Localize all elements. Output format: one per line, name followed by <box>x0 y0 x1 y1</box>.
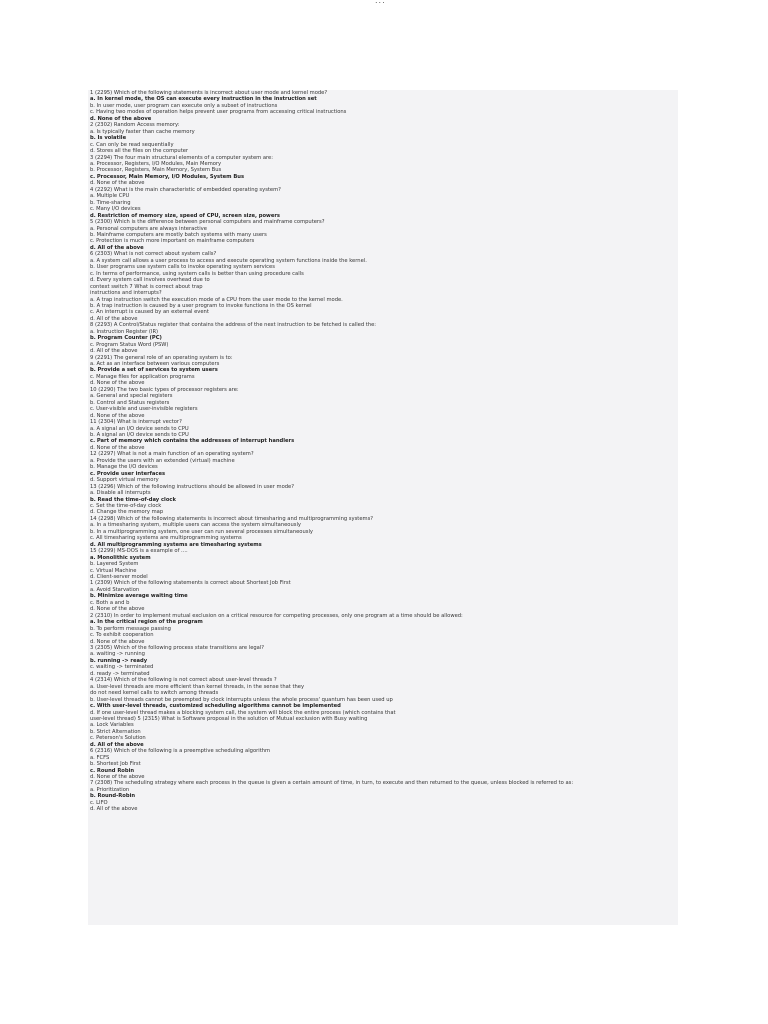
answer-option-line: b. Is volatile <box>90 135 127 142</box>
answer-option-line: d. None of the above <box>90 638 145 645</box>
question-line: 4 (2314) Which of the following is not correct about user-level threads ? <box>90 677 277 684</box>
answer-option-line: b. Mainframe computers are mostly batch systems with many users <box>90 231 267 238</box>
answer-option-line: a. General and special registers <box>90 393 173 400</box>
question-line: 2 (2302) Random Access memory: <box>90 122 180 129</box>
answer-option-line: c. To exhibit cooperation <box>90 632 154 639</box>
answer-option-line: b. User-level threads cannot be preempted by clock interrupts unless the whole process' quantum has been used up <box>90 696 393 703</box>
answer-option-line: c. Part of memory which contains the addresses of interrupt handlers <box>90 438 295 445</box>
answer-option-line: a. Monolithic system <box>90 554 151 561</box>
answer-option-line: d. All of the above <box>90 348 138 355</box>
answer-option-line: b. Program Counter (PC) <box>90 335 162 342</box>
answer-option-line: c. In terms of performance, using system calls is better than using procedure calls <box>90 270 304 277</box>
answer-option-line: a. User-level threads are more efficient than kernel threads, in the sense that they <box>90 683 305 690</box>
answer-option-line: d. All of the above <box>90 244 144 251</box>
answer-option-line: c. All timesharing systems are multiprogramming systems <box>90 535 242 542</box>
answer-option-line: c. Round Robin <box>90 767 135 774</box>
answer-option-line: d. All of the above <box>90 806 138 813</box>
answer-option-line: d. Change the memory map <box>90 509 164 516</box>
answer-option-line: a. Personal computers are always interactive <box>90 225 207 232</box>
question-line: 6 (2303) What is not correct about system calls? <box>90 251 217 258</box>
question-line: 8 (2293) A Control/Status register that contains the address of the next instruction to be fetched is called the: <box>90 322 377 329</box>
answer-option-line: b. Provide a set of services to system users <box>90 367 218 374</box>
answer-option-line: a. Prioritization <box>90 786 130 793</box>
answer-option-line: c. Virtual Machine <box>90 567 137 574</box>
answer-option-line: b. Minimize average waiting time <box>90 593 188 600</box>
answer-option-line: a. Disable all interrupts <box>90 490 151 497</box>
question-line: 3 (2305) Which of the following process state transitions are legal? <box>90 644 265 651</box>
answer-option-line: a. Multiple CPU <box>90 193 130 200</box>
answer-option-line: c. Protection is much more important on mainframe computers <box>90 238 255 245</box>
answer-option-line: c. User-visible and user-invisible registers <box>90 406 198 413</box>
answer-option-line: c. Manage files for application programs <box>90 373 195 380</box>
answer-option-line: d. None of the above <box>90 380 145 387</box>
question-line: 7 (2308) The scheduling strategy where each process in the queue is given a certain amount of time, in turn, to execute and then returned to the queue, unless blocked is referred to as: <box>90 780 574 787</box>
answer-option-line: b. Time-sharing <box>90 199 131 206</box>
answer-option-line: d. None of the above <box>90 115 152 122</box>
answer-option-line: c. Having two modes of operation helps prevent user programs from accessing critical instructions <box>90 109 347 116</box>
answer-option-line: b. Strict Alternation <box>90 728 141 735</box>
answer-option-line: c. Set the time-of-day clock <box>90 503 162 509</box>
answer-option-line: d. Stores all the files on the computer <box>90 148 189 155</box>
answer-option-line: b. A trap instruction is caused by a user program to invoke functions in the OS kernel <box>90 302 312 309</box>
answer-option-line: a. Avoid Starvation <box>90 586 140 593</box>
answer-option-line: instructions and interrupts? <box>90 290 162 297</box>
question-line: 6 (2316) Which of the following is a preemptive scheduling algorithm <box>90 748 271 755</box>
answer-option-line: b. Layered System <box>90 561 139 568</box>
answer-option-line: c. LIFO <box>90 799 108 806</box>
answer-option-line: c. Peterson's Solution <box>90 735 146 742</box>
answer-option-line: a. Act as an interface between various computers <box>90 361 220 368</box>
answer-option-line: a. In the critical region of the program <box>90 619 203 626</box>
answer-option-line: d. Every system call involves overhead due to <box>90 277 210 284</box>
answer-option-line: a. Is typically faster than cache memory <box>90 128 195 135</box>
answer-option-line: a. A signal an I/O device sends to CPU <box>90 425 189 432</box>
answer-option-line: d. If one user-level thread makes a blocking system call, the system will block the entire process (which contains that <box>90 709 396 716</box>
answer-option-line: c. With user-level threads, customized scheduling algorithms cannot be implemented <box>90 703 341 710</box>
question-line: 9 (2291) The general role of an operating system is to: <box>90 354 233 361</box>
answer-option-line: b. Control and Status registers <box>90 399 170 406</box>
answer-option-line: b. A signal an I/O device sends to CPU <box>90 432 189 439</box>
answer-option-line: b. running -> ready <box>90 657 148 664</box>
answer-option-line: a. In kernel mode, the OS can execute every instruction in the instruction set <box>90 96 317 103</box>
answer-option-line: b. Read the time-of-day clock <box>90 496 176 503</box>
question-line: 11 (2304) What is interrupt vector? <box>90 419 182 426</box>
answer-option-line: d. All of the above <box>90 315 138 322</box>
answer-option-line: b. In a multiprogramming system, one user can run several processes simultaneously <box>90 528 313 535</box>
answer-option-line: a. Lock Variables <box>90 722 134 729</box>
answer-option-line: context switch 7 What is correct about trap <box>90 283 203 290</box>
question-line: 15 (2299) MS-DOS is a example of .... <box>90 548 188 555</box>
answer-option-line: d. Restriction of memory size, speed of CPU, screen size, powers <box>90 212 280 219</box>
question-line: 4 (2292) What is the main characteristic of embedded operating system? <box>90 186 281 193</box>
answer-option-line: c. waiting -> terminated <box>90 664 154 671</box>
answer-option-line: b. User programs use system calls to invoke operating system services <box>90 264 275 271</box>
answer-option-line: d. Support virtual memory <box>90 477 159 484</box>
document-page <box>88 90 678 925</box>
question-list <box>88 90 678 813</box>
question-line: 14 (2298) Which of the following statements is incorrect about timesharing and multiprogramming systems? <box>90 515 374 522</box>
answer-option-line: a. Instruction Register (IR) <box>90 328 159 335</box>
answer-option-line: d. All multiprogramming systems are timesharing systems <box>90 541 262 548</box>
answer-option-line: b. Round-Robin <box>90 793 136 800</box>
answer-option-line: b. To perform message passing <box>90 625 171 632</box>
answer-option-line: b. Manage the I/O devices <box>90 464 158 471</box>
answer-option-line: b. Processor, Registers, Main Memory, System Bus <box>90 167 222 174</box>
answer-option-line: a. A system call allows a user process to access and execute operating system functions inside the kernel. <box>90 257 367 264</box>
answer-option-line: c. Processor, Main Memory, I/O Modules, System Bus <box>90 173 245 180</box>
answer-option-line: c. Both a and b <box>90 599 130 606</box>
page-header-mark: ... <box>375 0 386 5</box>
answer-option-line: a. Provide the users with an extended (virtual) machine <box>90 457 235 464</box>
answer-option-line: c. Can only be read sequentially <box>90 141 174 148</box>
answer-option-line: d. None of the above <box>90 180 145 187</box>
question-line: 13 (2296) Which of the following instructions should be allowed in user mode? <box>90 483 294 490</box>
question-line: 1 (2309) Which of the following statements is correct about Shortest Job First <box>90 580 291 587</box>
answer-option-line: do not need kernel calls to switch among threads <box>90 690 219 697</box>
answer-option-line: d. None of the above <box>90 774 145 781</box>
answer-option-line: b. Shortest Job First <box>90 761 141 768</box>
answer-option-line: d. None of the above <box>90 606 145 613</box>
answer-option-line: a. waiting -> running <box>90 651 145 658</box>
answer-option-line: c. Program Status Word (PSW) <box>90 341 169 348</box>
question-line: 2 (2310) In order to implement mutual exclusion on a critical resource for competing processes, only one program at a time should be allowed: <box>90 612 463 619</box>
question-line: 10 (2290) The two basic types of processor registers are: <box>90 386 239 393</box>
answer-option-line: a. In a timesharing system, multiple users can access the system simultaneously <box>90 522 301 529</box>
answer-option-line: d. All of the above <box>90 741 144 748</box>
question-line: 12 (2297) What is not a main function of an operating system? <box>90 451 254 458</box>
answer-option-line: d. Client-server model <box>90 573 148 580</box>
answer-option-line: a. Processor, Registers, I/O Modules, Main Memory <box>90 160 222 167</box>
question-line: 3 (2294) The four main structural elements of a computer system are: <box>90 154 273 161</box>
answer-option-line: d. ready -> terminated <box>90 670 150 677</box>
answer-option-line: a. A trap instruction switch the execution mode of a CPU from the user mode to the kernel mode. <box>90 296 343 303</box>
answer-option-line: user-level thread) 5 (2315) What is Software proposal in the solution of Mutual exclusion with Busy waiting <box>90 715 368 722</box>
answer-option-line: c. An interrupt is caused by an external event <box>90 309 209 316</box>
answer-option-line: d. None of the above <box>90 412 145 419</box>
answer-option-line: d. None of the above <box>90 444 145 451</box>
question-line: 1 (2295) Which of the following statements is incorrect about user mode and kernel mode? <box>90 90 328 96</box>
question-line: 5 (2300) Which is the difference between personal computers and mainframe computers? <box>90 219 325 226</box>
answer-option-line: a. FCFS <box>90 754 110 761</box>
answer-option-line: c. Many I/O devices <box>90 206 141 213</box>
answer-option-line: c. Provide user interfaces <box>90 470 166 477</box>
answer-option-line: b. In user mode, user program can execute only a subset of instructions <box>90 102 278 109</box>
